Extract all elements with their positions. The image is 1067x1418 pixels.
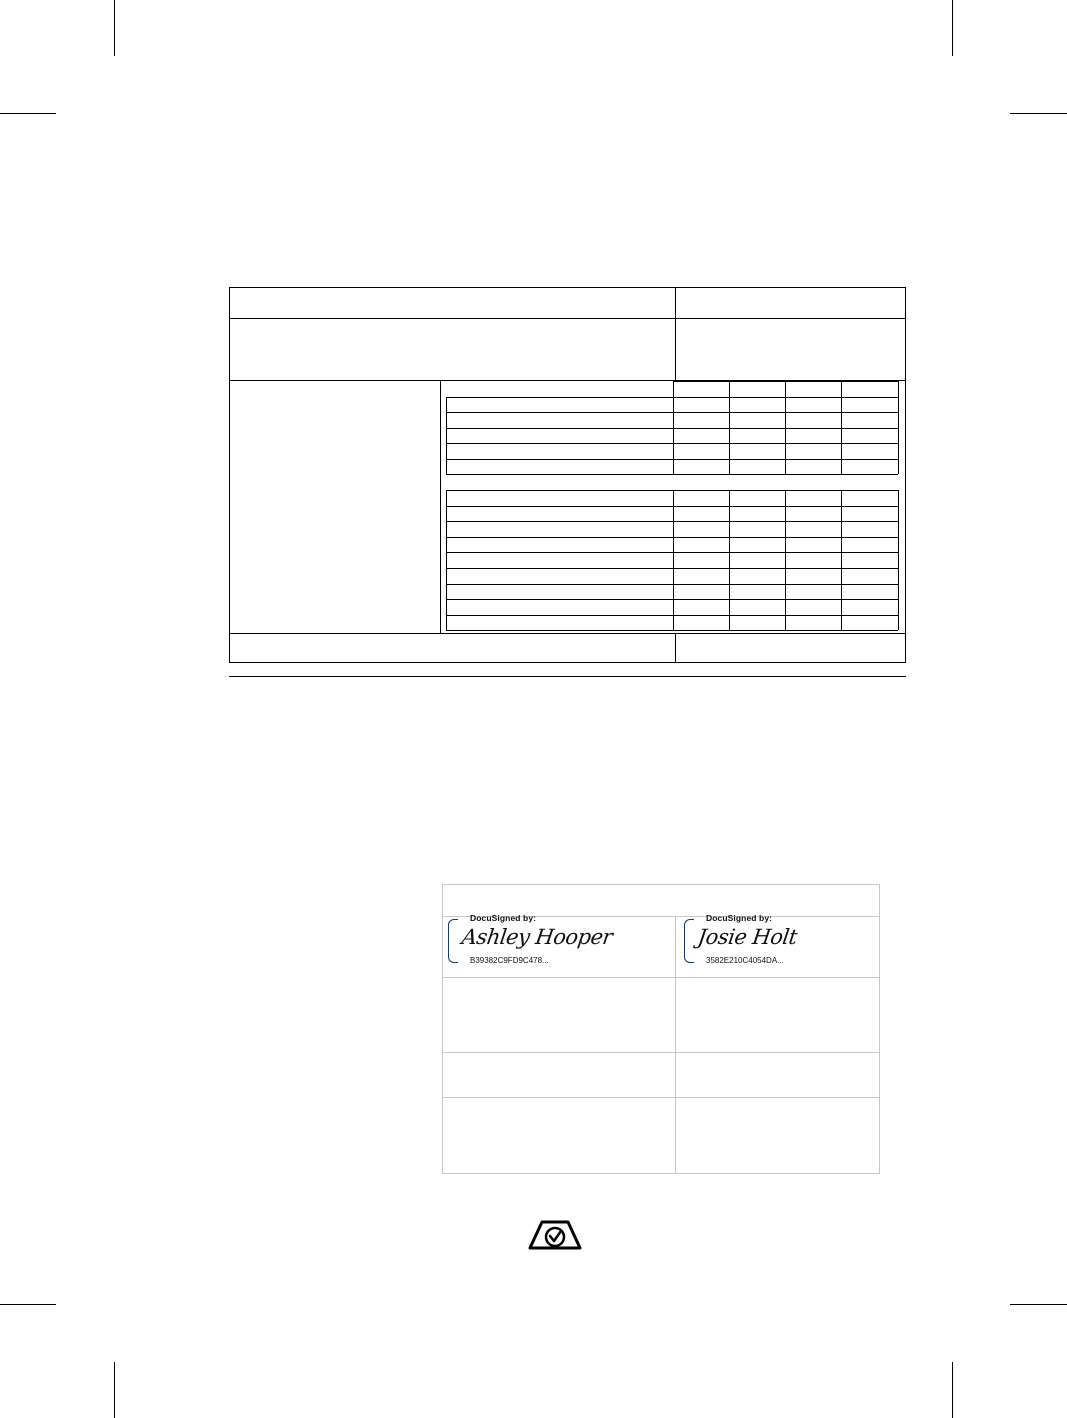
column-divider [440,380,441,633]
grid-row-line [446,568,898,569]
docusign-label: DocuSigned by: [706,913,773,923]
docusign-signature-1 [448,915,648,967]
docusign-bracket-icon [448,919,458,963]
handwritten-signature: Josie Holt [696,925,799,949]
grid-row-line [446,630,898,631]
grid-col-line [446,490,447,630]
grid-row-line [446,599,898,600]
rcm-compliance-mark-icon [528,1220,582,1250]
grid-col-line [729,490,730,630]
grid-row-line [446,412,898,413]
grid-row-line [446,474,898,475]
row-divider [230,318,905,319]
crop-mark-bottom-left [114,1362,115,1418]
row-divider [443,977,879,978]
grid-row-line [446,552,898,553]
crop-mark-right-upper [1010,113,1067,114]
column-divider [675,288,676,380]
grid-col-line [673,381,674,474]
grid-row-line [446,615,898,616]
crop-mark-left-lower [0,1304,56,1305]
grid-col-line [898,490,899,630]
grid-col-line [841,490,842,630]
grid-col-line [785,381,786,474]
grid-col-line [841,381,842,474]
docusign-envelope-id: B39382C9FD9C478... [470,956,549,965]
grid-row-line [446,428,898,429]
crop-mark-right-lower [1010,1304,1067,1305]
grid-row-line [446,506,898,507]
signature-table [442,884,880,1174]
grid-row-line [446,521,898,522]
crop-mark-bottom-right [952,1362,953,1418]
crop-mark-top-right [952,0,953,56]
grid-col-line [785,490,786,630]
grid-row-line [446,397,898,398]
section-rule [229,676,906,677]
docusign-label: DocuSigned by: [470,913,537,923]
row-divider [230,633,905,634]
docusign-envelope-id: 3582E210C4054DA... [706,956,784,965]
row-divider [443,1097,879,1098]
crop-mark-top-left [114,0,115,56]
column-divider [675,916,676,1173]
row-divider [443,1052,879,1053]
spec-table [229,287,906,663]
grid-row-line [446,490,898,491]
grid-row-line [446,443,898,444]
column-divider [675,633,676,663]
grid-row-line [446,459,898,460]
docusign-signature-2 [684,915,884,967]
crop-mark-left-upper [0,113,56,114]
grid-row-line [446,584,898,585]
grid-col-line [446,397,447,475]
grid-col-line [673,490,674,630]
grid-row-line [446,537,898,538]
handwritten-signature: Ashley Hooper [460,925,614,949]
grid-col-line [898,381,899,474]
grid-col-line [729,381,730,474]
docusign-bracket-icon [684,919,694,963]
